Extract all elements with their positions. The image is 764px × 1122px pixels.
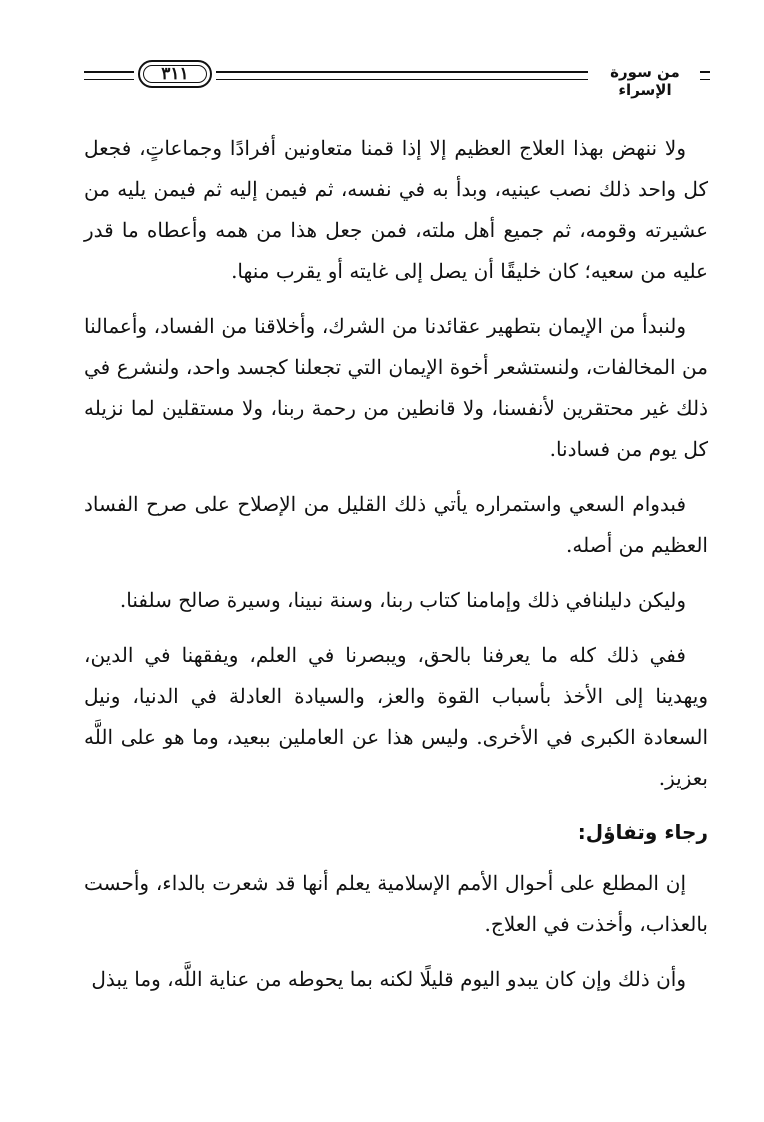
body-paragraph: ففي ذلك كله ما يعرفنا بالحق، ويبصرنا في العلم، ويفقهنا في الدين، ويهدينا إلى الأخذ بأسباب القوة والعز، والسيادة العادلة في الدنيا، ونيل السعادة الكبرى في الأخرى. وليس هذا عن العاملين ببعيد، وما هو على اللَّه بعزيز. <box>84 643 708 790</box>
body-paragraph: ولا ننهض بهذا العلاج العظيم إلا إذا قمنا متعاونين أفرادًا وجماعاتٍ، فجعل كل واحد ذلك نصب عينيه، وبدأ به في نفسه، ثم فيمن إليه ثم فيمن يليه من عشيرته وقومه، ثم جميع أهل ملته، فمن جعل هذا من همه وأعطاه ما قدر عليه من سعيه؛ كان خليقًا أن يصل إلى غايته أو يقرب منها. <box>84 136 708 283</box>
body-paragraph: ولنبدأ من الإيمان بتطهير عقائدنا من الشرك، وأخلاقنا من الفساد، وأعمالنا من المخالفات، ولنستشعر أخوة الإيمان التي تجعلنا كجسد واحد، ولنشرع في ذلك غير محتقرين لأنفسنا، ولا قانطين من رحمة ربنا، ولا مستقلين لما نزيله كل يوم من فسادنا. <box>84 314 708 461</box>
running-title: من سورة الإسراء <box>610 63 680 99</box>
body-paragraph: فبدوام السعي واستمراره يأتي ذلك القليل من الإصلاح على صرح الفساد العظيم من أصله. <box>84 492 708 557</box>
page-number <box>138 60 212 88</box>
page-header <box>84 58 710 99</box>
body-paragraph: إن المطلع على أحوال الأمم الإسلامية يعلم أنها قد شعرت بالداء، وأحست بالعذاب، وأخذت في العلاج. <box>84 871 708 936</box>
header-rule-middle <box>216 71 588 80</box>
body-paragraph: وليكن دليلنافي ذلك وإمامنا كتاب ربنا، وسنة نبينا، وسيرة صالح سلفنا. <box>119 588 686 612</box>
page-body <box>84 128 708 1014</box>
header-rule-right <box>700 71 710 80</box>
section-heading: رجاء وتفاؤل: <box>577 820 708 844</box>
page-number-text: ٣١١ <box>161 64 189 84</box>
header-rule-left <box>84 71 134 80</box>
body-paragraph: وأن ذلك وإن كان يبدو اليوم قليلًا لكنه بما يحوطه من عناية اللَّه، وما يبذل <box>91 967 686 991</box>
